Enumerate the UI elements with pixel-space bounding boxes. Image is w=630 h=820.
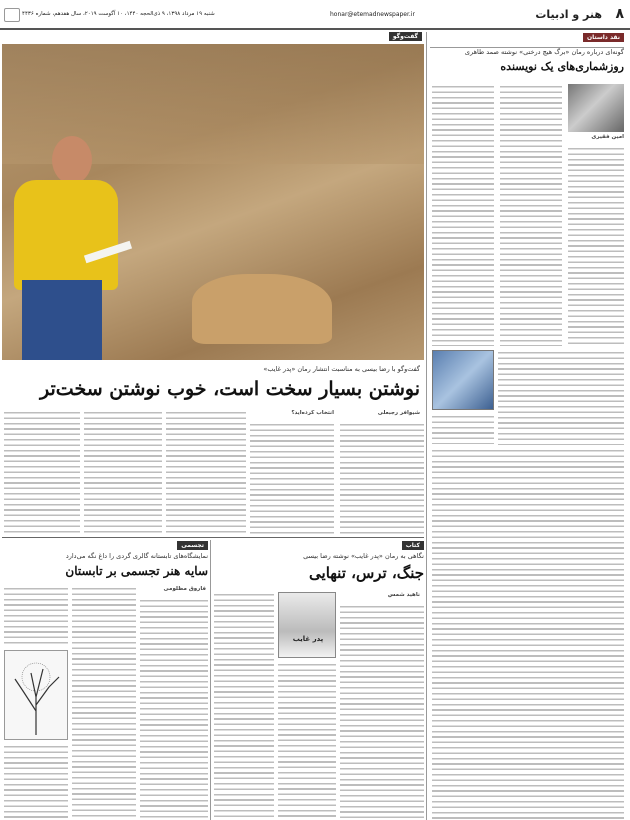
right-headline: روزشماری‌های یک نویسنده (500, 60, 624, 73)
tree-drawing (4, 650, 68, 740)
right-author: امین فقیری (591, 134, 624, 140)
book-cover-title: پدر غایب (292, 635, 324, 643)
page-header (0, 0, 630, 30)
dateline: شنبه ۱۹ مرداد ۱۳۹۸، ۹ ذی‌الحجه ۱۴۴۰، ۱۰ آگوست ۲۰۱۹، سال هفدهم، شماره ۴۴۳۶ (22, 11, 215, 17)
book-cover-image (432, 350, 494, 410)
art-tag: تجسمی (177, 541, 208, 550)
right-tag-bar (430, 30, 624, 48)
right-body-col3 (432, 84, 494, 346)
yellow-shirt (14, 180, 118, 290)
rock (192, 274, 332, 344)
section-title: هنر و ادبیات (535, 8, 602, 21)
main-headline: نوشتن بسیار سخت است، خوب نوشتن سخت‌تر (40, 378, 420, 400)
main-photo (2, 44, 424, 360)
section-email[interactable]: honar@etemadnewspaper.ir (330, 11, 415, 18)
right-body-col2 (500, 84, 562, 346)
tree-drawing-icon (5, 651, 67, 739)
man-head (52, 136, 92, 184)
art-kicker: نمایشگاه‌های تابستانه گالری گردی را داغ نگه می‌دارد (65, 552, 208, 560)
author-photo (568, 84, 624, 132)
page-number: ۸ (615, 6, 624, 22)
main-author: شیوافر رجبعلی (377, 410, 420, 416)
middle-author: ناهید شمس (387, 592, 420, 598)
main-col-heading: انتخاب کرده‌اید؟ (291, 410, 334, 416)
photo-tag-bar (0, 30, 426, 44)
section-tag: نقد داستان (583, 33, 624, 42)
interview-tag: گفت‌وگو (389, 32, 422, 41)
jeans (22, 280, 102, 360)
middle-kicker: نگاهی به رمان «پدر غایب» نوشته رضا بیسی (303, 552, 424, 560)
right-kicker: گونه‌ای درباره رمان «برگ هیچ درختی» نوشته صمد طاهری (464, 48, 624, 56)
book-tag: کتاب (402, 541, 424, 550)
newspaper-logo (4, 8, 20, 22)
art-headline: سایه هنر تجسمی بر تابستان (65, 564, 208, 578)
right-body-lower (432, 350, 624, 820)
right-body-col1 (568, 146, 624, 346)
book-cover (278, 592, 336, 658)
middle-headline: جنگ، ترس، تنهایی (309, 564, 424, 582)
art-tag-bar (2, 540, 208, 552)
middle-tag-bar (214, 540, 424, 552)
main-kicker: گفت‌وگو با رضا بیسی به مناسبت انتشار رمان «پدر غایب» (263, 365, 420, 373)
column-divider (426, 32, 427, 820)
art-author: فاروق مظلومی (163, 586, 206, 592)
